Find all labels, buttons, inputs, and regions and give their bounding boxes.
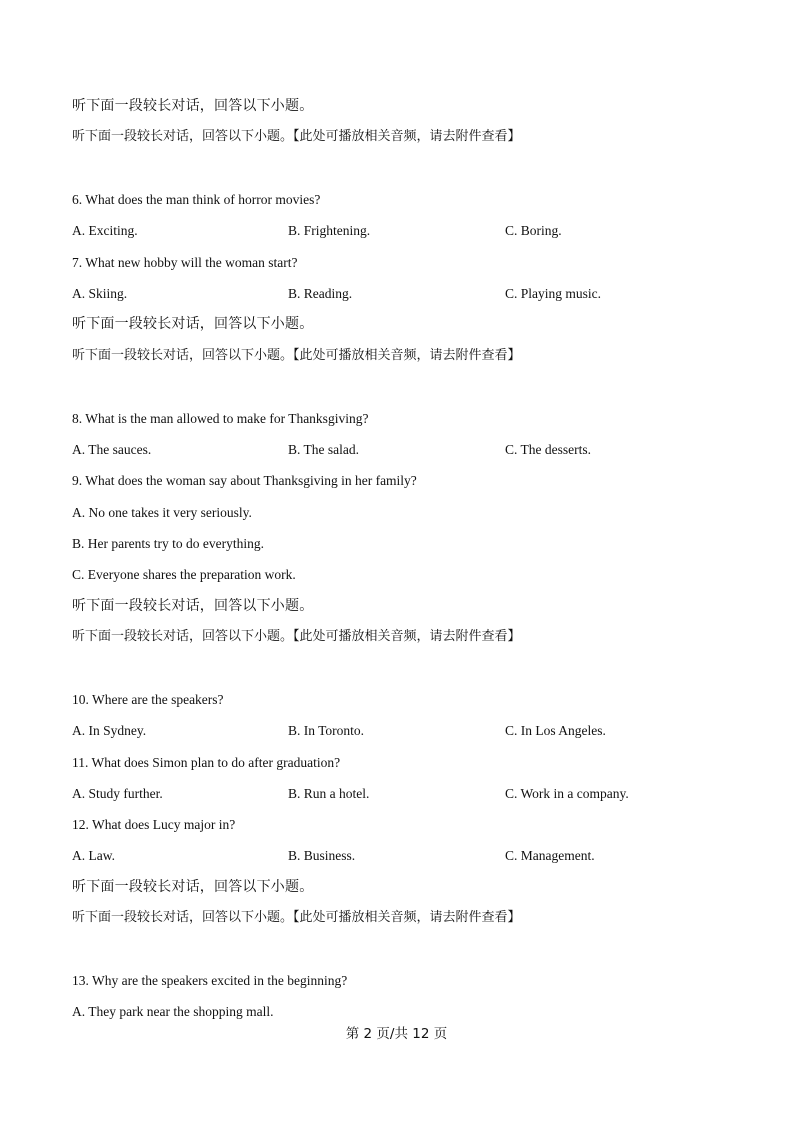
section-subheader: 听下面一段较长对话，回答以下小题。【此处可播放相关音频，请去附件查看】 — [72, 129, 521, 144]
section-header: 听下面一段较长对话，回答以下小题。 — [72, 316, 314, 332]
question-stem: 10. Where are the speakers? — [72, 692, 224, 707]
question-stem: 12. What does Lucy major in? — [72, 817, 236, 832]
option-a: A. Study further. — [72, 786, 163, 801]
section-subheader: 听下面一段较长对话，回答以下小题。【此处可播放相关音频，请去附件查看】 — [72, 629, 521, 644]
option-c: C. Management. — [505, 848, 595, 863]
option-b: B. In Toronto. — [288, 723, 365, 738]
question-stem: 11. What does Simon plan to do after graduation? — [72, 755, 341, 770]
option-c: C. Playing music. — [505, 286, 602, 301]
option-b: B. Her parents try to do everything. — [72, 536, 264, 551]
option-c: C. Boring. — [505, 223, 562, 238]
option-b: B. Run a hotel. — [288, 786, 370, 801]
question-stem: 7. What new hobby will the woman start? — [72, 255, 298, 270]
option-a: A. The sauces. — [72, 442, 152, 457]
section-subheader: 听下面一段较长对话，回答以下小题。【此处可播放相关音频，请去附件查看】 — [72, 910, 521, 925]
question-stem: 6. What does the man think of horror movies? — [72, 192, 321, 207]
option-c: C. In Los Angeles. — [505, 723, 606, 738]
option-a: A. Exciting. — [72, 223, 138, 238]
section-header: 听下面一段较长对话，回答以下小题。 — [72, 879, 314, 895]
question-stem: 9. What does the woman say about Thanksgiving in her family? — [72, 473, 417, 488]
option-b: B. The salad. — [288, 442, 359, 457]
section-header: 听下面一段较长对话，回答以下小题。 — [72, 98, 314, 114]
question-stem: 8. What is the man allowed to make for Thanksgiving? — [72, 411, 369, 426]
section-header: 听下面一段较长对话，回答以下小题。 — [72, 598, 314, 614]
option-a: A. Law. — [72, 848, 115, 863]
option-a: A. In Sydney. — [72, 723, 147, 738]
option-b: B. Frightening. — [288, 223, 371, 238]
option-c: C. The desserts. — [505, 442, 591, 457]
page-number: 第 2 页/共 12 页 — [345, 1026, 448, 1042]
section-subheader: 听下面一段较长对话，回答以下小题。【此处可播放相关音频，请去附件查看】 — [72, 348, 521, 363]
question-stem: 13. Why are the speakers excited in the beginning? — [72, 973, 348, 988]
option-b: B. Reading. — [288, 286, 353, 301]
option-a: A. No one takes it very seriously. — [72, 505, 252, 520]
option-c: C. Work in a company. — [505, 786, 629, 801]
option-a: A. Skiing. — [72, 286, 128, 301]
option-b: B. Business. — [288, 848, 356, 863]
option-a: A. They park near the shopping mall. — [72, 1004, 274, 1019]
option-c: C. Everyone shares the preparation work. — [72, 567, 296, 582]
